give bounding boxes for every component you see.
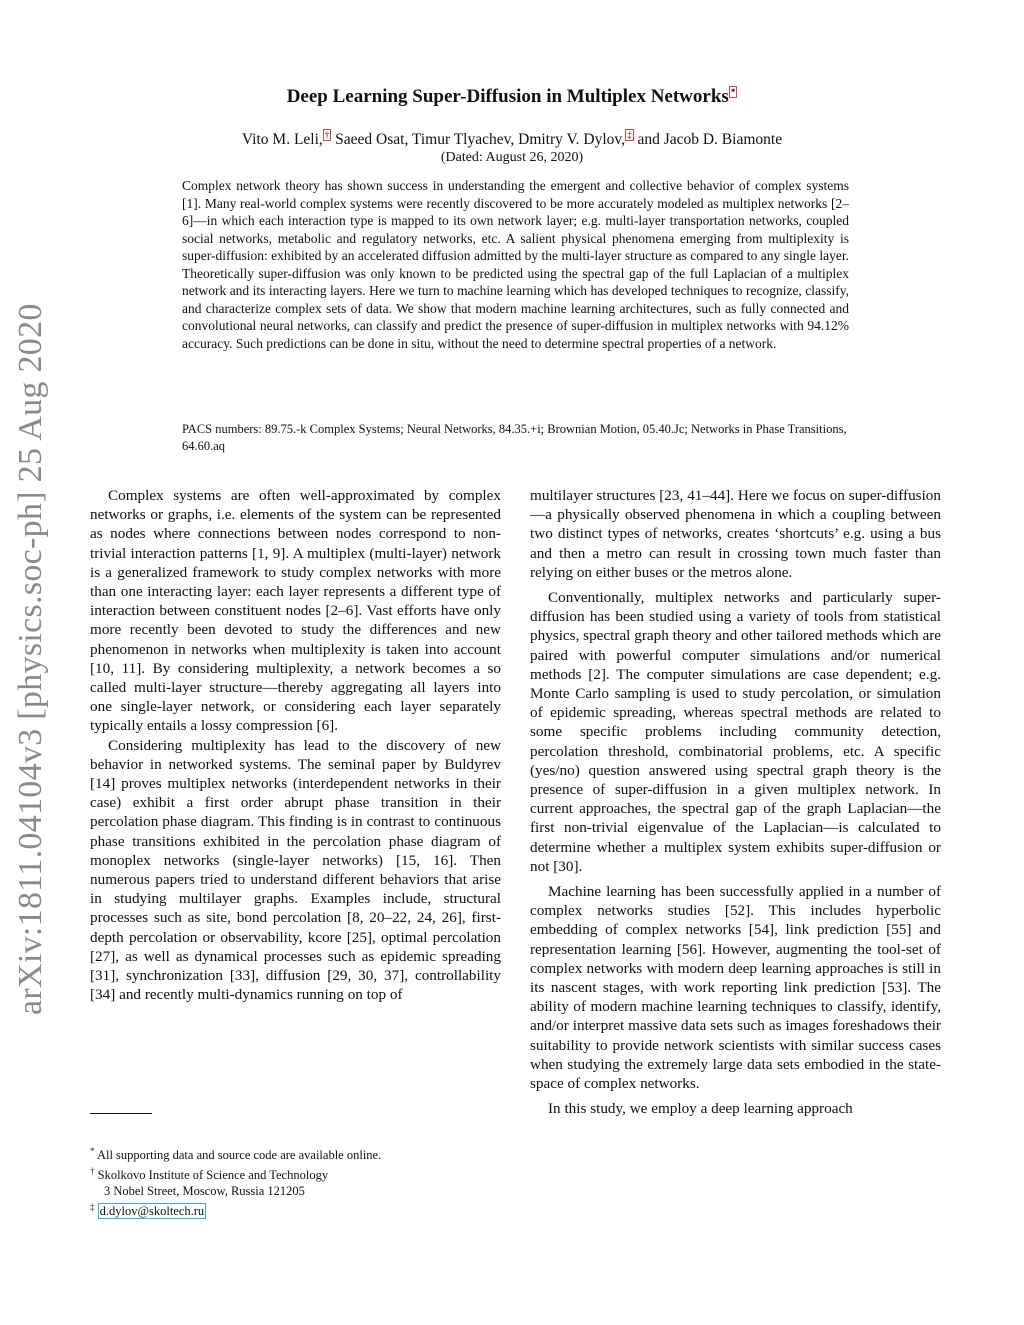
author-1-footnote-link[interactable]: † xyxy=(324,130,330,140)
paper-title xyxy=(0,86,1024,108)
right-paragraph-1: multilayer structures [23, 41–44]. Here we focus on super-diffusion—a physically observed phenomena in which a coupling between two distinct types of networks, creates ‘shortcuts’ e.g. using a bus and then a metro can result in crossing town much faster than relying on either buses or the metros alone. xyxy=(530,487,941,581)
footnote-rule xyxy=(90,1113,152,1114)
author-2-4: Saeed Osat, Timur Tlyachev, Dmitry V. Dylov, xyxy=(331,131,626,149)
right-paragraph-3: Machine learning has been successfully applied in a number of complex networks studies [52]. This includes hyperbolic embedding of complex networks [54], link prediction [55] and representation learning [56]. However, augmenting the tool-set of complex networks with modern deep learning approaches is still in its nascent stages, with work reporting link prediction [53]. The ability of modern machine learning techniques to classify, identify, and/or interpret massive data sets such as images foreshadows their suitability to provide network scientists with similar success cases when studying the extremely large data sets embodied in the state-space of complex networks. xyxy=(530,883,941,1093)
footnote-2 xyxy=(90,1163,510,1183)
footnote-2-mark: † xyxy=(90,1166,95,1177)
title-text: Deep Learning Super-Diffusion in Multiplex Networks xyxy=(286,86,729,107)
pacs-numbers: PACS numbers: 89.75.-k Complex Systems; Neural Networks, 84.35.+i; Brownian Motion, 05.40.Jc; Networks in Phase Transitions, 64.60.aq xyxy=(182,422,847,453)
footnotes xyxy=(90,1143,510,1219)
left-paragraph-2: Considering multiplexity has lead to the discovery of new behavior in networked systems. The seminal paper by Buldyrev [14] proves multiplex networks (interdependent networks in their case) exhibit a first order abrupt phase transition in their percolation phase diagram. This finding is in contrast to continuous phase transitions exhibited in the percolation phase diagram of monoplex networks (single-layer networks) [15, 16]. Then numerous papers tried to understand different behaviors that arise in studying multilayer graphs. Examples include, structural processes such as site, bond percolation [8, 20–22, 24, 26], first-depth percolation or observability, kcore [25], optimal percolation [27], as well as dynamical processes such as epidemic spreading [31], synchronization [33], diffusion [29, 30, 37], controllability [34] and recently multi-dynamics running on top of xyxy=(90,736,501,1004)
footnote-3 xyxy=(90,1199,510,1219)
author-1: Vito M. Leli, xyxy=(241,131,323,149)
footnote-2-text: Skolkovo Institute of Science and Technology xyxy=(97,1168,329,1183)
right-paragraph-2: Conventionally, multiplex networks and particularly super-diffusion has been studied using a variety of tools from statistical physics, spectral graph theory and other tailored methods which are paired with powerful computer simulations and/or numerical methods [2]. The computer simulations are case dependent; e.g. Monte Carlo sampling is used to study percolation, or simulation of epidemic spreading, whereas spectral methods are related to some specific problems including community detection, percolation threshold, combinatorial problems, etc. A specific (yes/no) question answered using spectral graph theory is the presence of super-diffusion in a given multiplex network. In current approaches, the spectral gap of the graph Laplacian—the first non-trivial eigenvalue of the Laplacian—is calculated to determine whether a multiplex system exhibits super-diffusion or not [30]. xyxy=(530,589,941,875)
abstract: Complex network theory has shown success in understanding the emergent and collective behavior of complex systems [1]. Many real-world complex systems were recently discovered to be more accurately modeled as multiplex networks [2–6]—in which each interaction type is mapped to its own network layer; e.g. multi-layer transportation networks, coupled social networks, metabolic and regulatory networks, etc. A salient physical phenomena emerging from multiplexity is super-diffusion: exhibited by an accelerated diffusion admitted by the multi-layer structure as compared to any single layer. Theoretically super-diffusion was only known to be predicted using the spectral gap of the full Laplacian of a multiplex network and its interacting layers. Here we turn to machine learning which has developed techniques to recognize, classify, and characterize complex sets of data. We show that modern machine learning architectures, such as fully connected and convolutional neural networks, can classify and predict the presence of super-diffusion in multiplex networks with 94.12% accuracy. Such predictions can be done in situ, without the need to determine spectral properties of a network. xyxy=(182,178,849,351)
right-paragraph-4: In this study, we employ a deep learning approach xyxy=(548,1100,853,1118)
footnote-1-text: All supporting data and source code are available online. xyxy=(96,1148,382,1163)
right-column xyxy=(530,486,941,1119)
footnote-3-mark: ‡ xyxy=(90,1202,95,1213)
author-4-footnote-link[interactable]: ‡ xyxy=(627,130,632,140)
arxiv-identifier: arXiv:1811.04104v3 [physics.soc-ph] 25 Aug 2020 xyxy=(12,303,49,1015)
author-5: and Jacob D. Biamonte xyxy=(633,131,783,149)
email-link[interactable]: d.dylov@skoltech.ru xyxy=(99,1204,205,1219)
dated-line: (Dated: August 26, 2020) xyxy=(440,150,584,165)
footnote-1 xyxy=(90,1143,510,1163)
title-footnote-link[interactable]: * xyxy=(730,86,736,97)
footnote-2-address: 3 Nobel Street, Moscow, Russia 121205 xyxy=(104,1184,305,1199)
left-column xyxy=(90,486,501,1004)
footnote-1-mark: * xyxy=(90,1146,95,1156)
left-paragraph-1: Complex systems are often well-approximated by complex networks or graphs, i.e. elements of the system can be represented as nodes where connections between nodes correspond to non-trivial interaction patterns [1, 9]. A multiplex (multi-layer) network is a generalized framework to study complex networks with more than one interacting layer: each layer represents a different type of interaction between constituent nodes [2–6]. Vast efforts have only more recently been devoted to study the differences and new phenomenon in networks when multiplexity is taken into account [10, 11]. By considering multiplexity, a network becomes a so called multi-layer structure—thereby aggregating all layers into one single-layer network, or considering each layer separately typically entails a lossy compression [6]. xyxy=(90,487,501,735)
author-list xyxy=(0,130,1024,149)
